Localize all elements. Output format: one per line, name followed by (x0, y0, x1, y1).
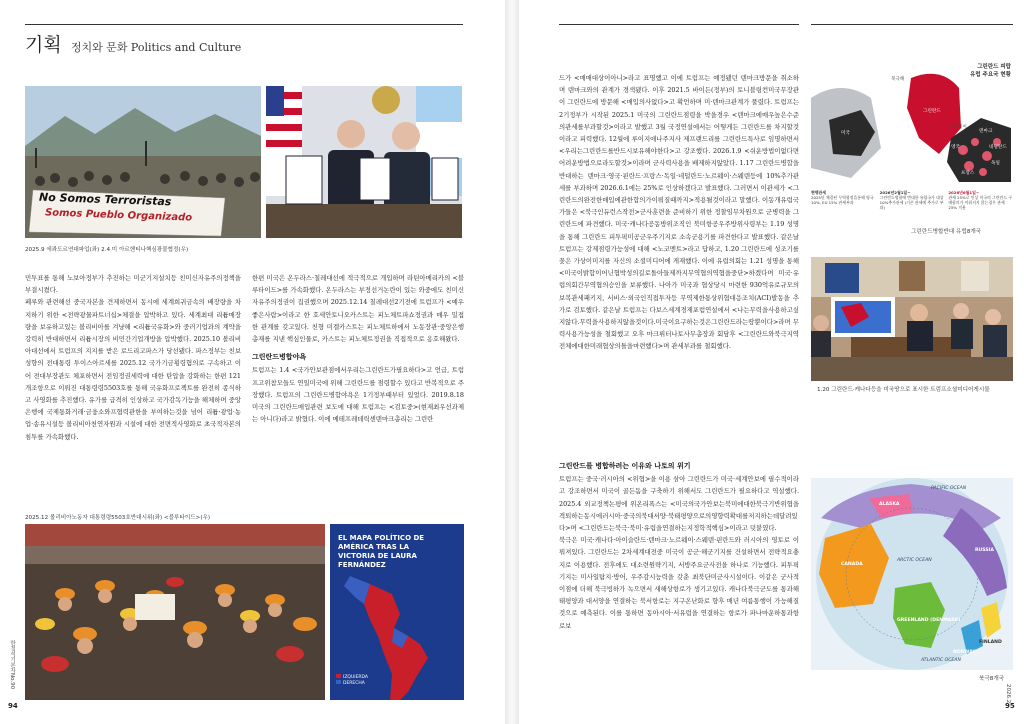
left-column-2 (252, 272, 464, 425)
greenland-subheading: 그린란드병합야욕 (252, 353, 307, 362)
right-column-bottom (559, 458, 799, 632)
left-vertical-label: 한청석기본자No.90 (9, 640, 15, 690)
arctic-label-alaska: ALASKA (879, 502, 900, 507)
section-title-sub: 정치와 문화 Politics and Culture (70, 41, 242, 54)
us-argentina-signing-photo (266, 86, 462, 238)
map-label-denmark: 덴마크 (979, 129, 993, 134)
nato-subheading: 그린란드를 병합하려는 이유와 나토의 위기 (559, 462, 691, 470)
map-label-france: 프랑스 (961, 171, 975, 176)
arctic-label-finland: FINLAND (979, 640, 1002, 645)
tariff-map-caption: 그린란드병합반대 유럽8개국 (911, 229, 982, 235)
trump-social-photo (811, 257, 1013, 381)
right-col-top-text: 드가 <매매대상이아니>라고 표명했고 이에 트럼프는 예정됐던 덴마크방문을 취소하며 덴마크와의 관계가 경색됐다. 이후 2021.5 바이든(정부)의 토니블링컨미국무장관이 그린란드에 방문해 <매입의사없다>고 확언하며 미·덴마크관계가 풀렸다. 트럼프는 2기정부가 시작된 2025.1 미국의 그린란드점령을 박을경우 <덴마크에매우높은수준의관세를부과할것>이라고 발했고 3월 국정연설에서는 어떻게든 그린란드를 차지할것이라고 피력했다. 12월에 루이지애나주지사 제프랜드리를 그린란드특사로 임명하면서 <우리는그린란드를반드시보유해야한다>고 강조했다. 2026.1.9 <쉬운방법이없다면어려운방법으로라도할것>이라며 군사력사용을 배제하지않았다. 1.17 그린란드병합을 반대하는 덴마크·영국·핀란드·프랑스·독일·네덜란드·노르웨이·스웨덴등에 10%추가관세를 부과하며 2026.6.1에는 25%로 인상하겠다고 발표했다. 그러면서 이관세가 <그린란드의완전한매입에관한합의가이뤄질때까지>적용될것이라고 말했다. 이동개유럽국가들은 <북극인듀런스작전>군사훈련을 준비하기 위한 정찰임무차원으로 군병력을 그린란드에 파견했다. 미국·캐나다공동방위조직인 북미항공우주방위사령부는 1.19 성명을 통해 그린란드 피투픽미공군우주기지로 소속군용기를 파견한다고 발표했다. 같은날 트럼프는 강제점령가능성에 대해 <노코멘트>라고 답하고, 1.20 그린란드에 성조기를 꽂은 가상이미지를 자신의 소셜미디어에 게재했다. 이에 유럽의회는 1.21 성명을 통해 <미국이밝합이어닌협박성의길로돌아들제까지무역협의역협을중단>하겠다며 미국·유럽의회간무역협의승인을 보류했다. 나아가 미국과 협상당시 마련한 930억유로규모의 보복관세패키지, 서비스·외국인직접투자등 무역제한통상위협대응조치(ACI)발동을 추가로 검토했다. 같은날 트럼프는 다보스세계경제포럼연설에서 <나는무력을사용하고싶지않다.무력을사용하지않을것이다.미국이요구하는것은그린란드라는땅뿐이다>라며 무력사용가능성을 철회했고 오후 마크뤼터나토사무총장과 회담후 <그린란드와북극지역전체에대한미래협상의틀을마련했다>며 관세부과를 철회했다. (559, 74, 799, 351)
legend-june-tariff (948, 190, 1013, 210)
poster-title-line2: AMÉRICA TRAS LA (338, 543, 410, 551)
spine-gutter (505, 0, 519, 724)
legend-current-text: 2025년 체결된 무역협정을통해 영국 10%, EU 15% 관세부과 (811, 195, 874, 205)
protest-banner-line2: Somos Pueblo Organizado (44, 207, 193, 224)
map-label-netherlands: 네덜란드 (989, 145, 1007, 150)
protest-banner-line1: No Somos Terroristas (38, 190, 172, 209)
poster-legend-right: DERECHA (343, 681, 365, 686)
poster-title-line1: EL MAPA POLÍTICO DE (338, 534, 425, 542)
page-number-right: 95 (1005, 702, 1015, 710)
arctic-label-atlantic: ATLANTIC OCEAN (921, 658, 961, 663)
section-title-main: 기획 (25, 34, 62, 56)
arctic-map-caption: 북극8개국 (979, 676, 1005, 682)
arctic-label-greenland: GREENLAND (DENMARK) (897, 618, 961, 623)
right-page (519, 0, 1024, 724)
legend-current-head: 현행관세 (811, 190, 827, 195)
poster-title-line3: VICTORIA DE LAURA (338, 552, 417, 560)
arctic-label-pacific: PACIFIC OCEAN (931, 486, 967, 491)
legend-current-tariff (811, 190, 876, 210)
legend-left-swatch (336, 674, 341, 678)
legend-june-text: 관세 25%로 인상 미국의 그린란드 구매합의가 이뤄지지 않는경우 관세 25% 적용 (948, 195, 1013, 210)
arctic-label-canada: CANADA (841, 562, 863, 567)
legend-right-swatch (336, 680, 341, 684)
poster-legend-left: IZQUIERDA (343, 675, 369, 680)
greenland-tariff-map (811, 58, 1013, 232)
map-title-line2: 유럽 주요국 현황 (969, 72, 1011, 78)
legend-feb-text: 그린란드병합에 반대한 유럽국가 대상 10%추가관세 (기존 관세에 추가로 부과) (879, 195, 944, 210)
blue-tide-poster (330, 524, 464, 700)
map-label-uk: 영국 (951, 145, 960, 150)
header-rule-right-1 (559, 24, 799, 25)
bottom-photos-caption: 2025.12 볼리비아노동자 대통령령5503호반대시위(좌) <블루타이드>(우) (25, 515, 211, 521)
poster-title (338, 534, 458, 570)
arctic-label-norway: NORWAY (953, 650, 976, 655)
map-title (959, 62, 1011, 78)
ecuador-protest-photo (25, 86, 261, 238)
legend-feb-tariff (880, 190, 945, 210)
top-photos-caption: 2025.9 에콰도르연대파업(좌) 2.4 미 아르헨티나핵심광물협정(우) (25, 247, 189, 253)
map-label-norway: 노르웨이 (949, 125, 967, 130)
right-vertical-label: 2026.2 (1005, 684, 1011, 704)
map-label-greenland: 그린란드 (923, 109, 941, 114)
arctic-map (811, 478, 1013, 670)
map-legend (811, 190, 1013, 210)
header-rule (25, 24, 463, 25)
header-rule-right-2 (811, 24, 1013, 25)
right-col-bottom-text: 트럼프는 중국·러시아의 <위협>을 이용 삼아 그린란드가 미국·세계안보에 필수적이라고 강조하면서 미국이 골든돔을 구축하기 위해서도 그린란드가 필요하다고 역설했다. 2025.4 외교정책논평에 위온리폭스는 <미국의국가안보는북미에대한북극기반위협을격퇴하는동시에러시아·중국의북대서양·북태평양으로의영향력확대를저지하는데달려있다>며 <그린란드는북극·북미·유럽을연결하는지정학적핵심>이라고 덧붙였다. 북극은 미국·캐나다·아이슬란드·덴마크·노르웨이·스웨덴·핀란드와 러시아의 영토로 이뤄져있다. 그린란드는 2차세계대전중 미국이 공군·해군기지를 건설하면서 전략적요충지로 이용했다. 전후에도 대소련원략기지, 서방주요군사전을 하나로 기능했다. 피투픽기지는 미사일탐지·방어, 우주감시능력을 갖춘 최북단미군사시설이다. 이같은 군사적이점에 더해 북극빙하가 녹으면서 새해상항로가 생기고있다. 캐나다북극군도를 통과해 태평양과 대서양을 연결하는 북서항로는 지구온난화로 향후 매년 여름통행이 가능해질것으로 예측된다. 이를 통하면 동아시아·서유럽을 연결하는 항로가 파나마운하통과항로보 (559, 475, 799, 630)
right-column-top (559, 72, 799, 353)
poster-title-line4: FERNÁNDEZ (338, 561, 386, 569)
map-label-germany: 독일 (991, 161, 1000, 166)
left-col2-paragraph-2: 트럼프는 1.4 <국가안보관점에서우리는그린란드가필요하다>고 언급, 트럼프고위참모들도 연일미국에 위해 그린란드를 점령할수 있다고 반복적으로 주장했다. 트럼프의 그린란드병합야욕은 1기정부때부터 있었다. 2019.8.18 미국의 그린란드매입관련 보도에 대해 트럼프는 <검토중>(현재최우선과제는 아니다)라고 밝혔다. 이에 메테프레데릭센덴마크총리는 그린란 (252, 366, 464, 424)
poster-legend (336, 674, 368, 686)
arctic-label-arctic-ocean: ARCTIC OCEAN (897, 558, 932, 563)
left-col1-text: 민투표를 통해 노보아정부가 추진하는 미군기지설치등 친미신자유주의정책을 부결시켰다. 페루와 관련해선 중국자본을 견제하면서 동시에 세계희귀금속의 배장량을 차지하기 위한 <전략광물파트너십>체결을 압박하고 있다. 세계최대 리튬매장량을 보유하고있는 볼리비아를 겨냥해 <리튬국유화>와 중러기업과의 계약을 강력히 반대하면서 리튬시장의 비민간기업개방을 압박했다. 2025.10 볼리비아대선에서 트럼프의 지지를 받은 로드리고파스가 당선됐다. 파스정부는 친보성향의 전대통령 투이스아르세를 2025.12 국가기금횡령혐의로 구속하고 이어 전대부장관도 체포하면서 전임정권세력에 대한 탄압을 강화하는 한편 121개조항으로 이뤄진 대통령령5503호를 통해 국유화프로젝트를 완전히 종식하고 사영화를 추진했다. 유가를 급격히 인상하고 국가감독기능을 해체하며 중앙은행에 국제통화거래·금융소와프협력관한을 부여하는것을 넘어 리튬·광업·농업·송유시설등 볼리비아천연자원과 시설에 대한 전면적사영화로 초국적자본의 침투를 가속화했다. (25, 274, 241, 441)
left-col2-paragraph-1: 한편 미국은 온두라스·칠레대선에 적극적으로 개입하며 라틴아메리카의 <블루타이드>를 가속화했다. 온두라스는 부정선거논란이 있는 와중에도 친미신자유주의정권이 집권했으며 2025.12.14 칠레대선2기전에 트럼프가 <예우좋은사람>이라고 한 호세안토니오카스트는 피노체트파쇼정권과 매우 밀접한 관계를 갖고있다. 친형 미겔카스트는 피노체트하에서 노동장관·중앙은행총재를 지낸 핵심인물로, 카스트는 피노체트정권을 직접적으로 옹호해왔다. (252, 274, 464, 344)
trump-photo-caption: 1.20 그린란드·캐나다등을 미국땅으로 표시한 트럼프소셜미디어게시물 (817, 387, 990, 393)
map-label-usa: 미국 (841, 131, 850, 136)
map-label-arctic-ocean: 북극해 (891, 77, 905, 82)
section-title (25, 30, 241, 57)
map-title-line1: 그린란드 피랍 (977, 64, 1011, 70)
legend-june-head: 2026년6월1일~ (948, 190, 980, 195)
legend-feb-head: 2026년2월1일~ (879, 190, 911, 195)
bolivia-workers-photo (25, 524, 325, 700)
left-column-1 (25, 272, 241, 443)
left-page (0, 0, 505, 724)
arctic-label-russia: RUSSIA (975, 548, 994, 553)
page-number-left: 94 (8, 702, 18, 710)
